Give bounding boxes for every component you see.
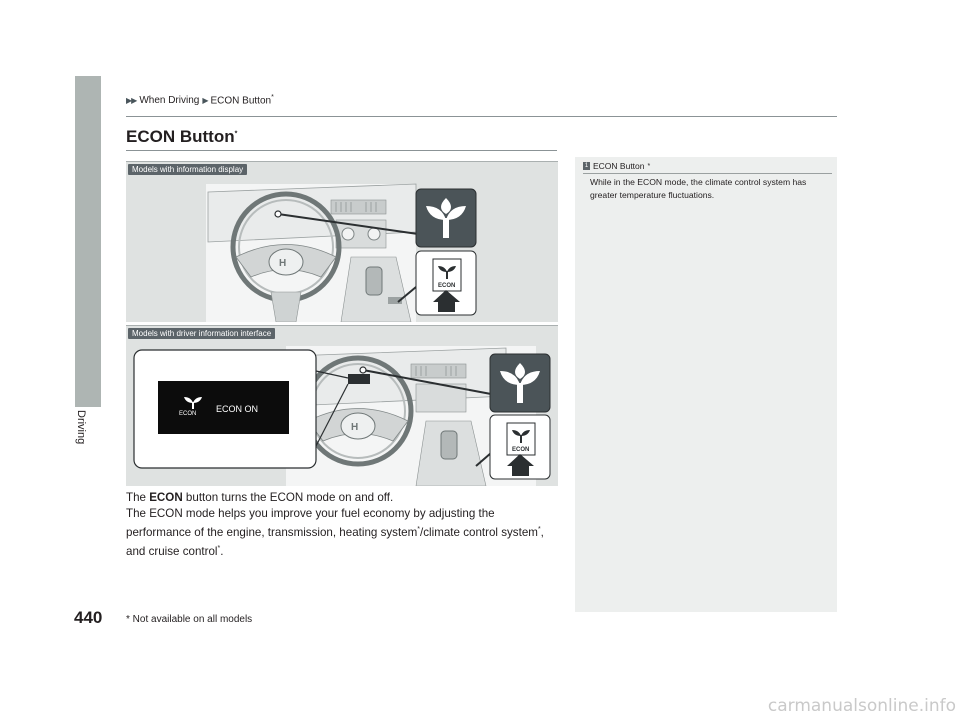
footnote: * Not available on all models [126,614,253,625]
econ-leaf-icon [183,395,203,409]
body-line-1: The ECON button turns the ECON mode on and off. [126,491,394,504]
breadcrumb-level1[interactable]: When Driving [139,94,200,106]
breadcrumb-level2[interactable]: ECON Button* [210,94,274,107]
page-number: 440 [74,608,103,627]
watermark[interactable]: carmanualsonline.info [767,696,956,716]
note-number-icon: 1 [584,163,589,169]
page-title: ECON Button* [126,127,238,146]
body-line-2: The ECON mode helps you improve your fuel economy by adjusting the [126,507,495,520]
figure-label-driver-interface: Models with driver information interface [128,328,275,339]
side-note-text: While in the ECON mode, the climate control system has greater temperature fluctuations. [590,177,807,200]
svg-text:H: H [279,258,287,269]
figure-label-information-display: Models with information display [128,164,247,175]
side-note [575,157,837,612]
svg-text:ECON: ECON [438,283,456,289]
body-line-3: performance of the engine, transmission, heating system*/climate control system*, [126,525,544,539]
side-note-rule [583,173,832,174]
driver-information-screen [158,381,289,434]
body-line-4: and cruise control*. [126,544,224,558]
screen-econ-label: ECON [179,411,197,417]
svg-text:ECON: ECON [512,447,530,453]
figure-driver-information-interface [126,325,558,486]
chapter-tab [75,76,101,407]
breadcrumb-arrow-icon: ▶ [202,95,208,105]
svg-text:H: H [351,422,359,433]
body-text [126,490,566,560]
dashboard-illustration [126,162,558,322]
breadcrumb [126,94,274,106]
title-rule [126,150,557,151]
side-note-title: 1 ECON Button * [584,161,651,171]
breadcrumb-arrow-icon: ▶▶ [126,95,137,105]
figure-information-display [126,161,558,322]
screen-econ-status: ECON ON [216,404,259,414]
header-rule [126,116,837,117]
chapter-tab-label: Driving [75,410,87,445]
